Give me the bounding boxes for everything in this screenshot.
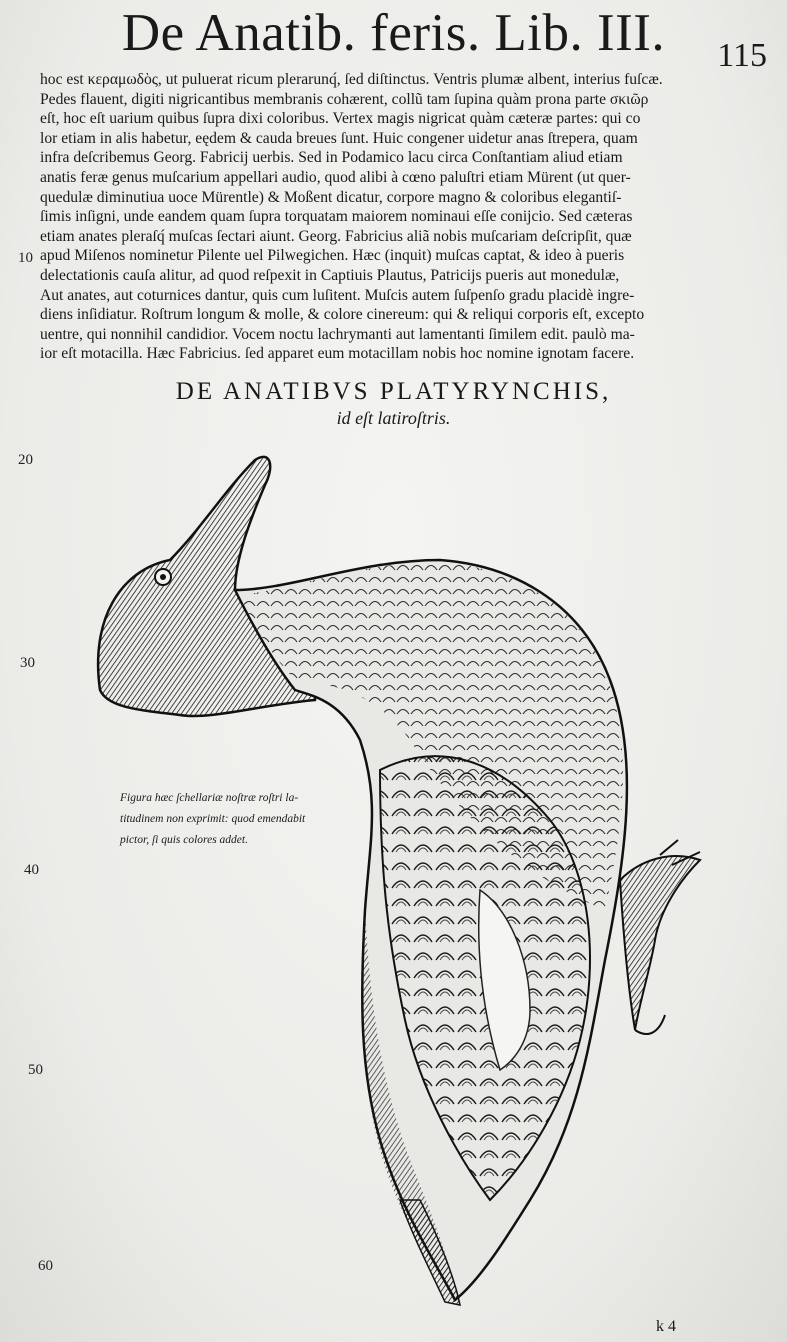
text-line: delectationis cauſa alitur, ad quod reſpexit in Captiuis Plautus, Patricijs pueris aut monedulæ, [40,266,620,284]
caption-line: Figura hæc ſchellariæ noſtræ roſtri la- [120,792,299,804]
signature-mark: k 4 [656,1318,676,1335]
text-line: anatis feræ genus muſcarium appellari audio, quod alibi à cœno paluſtri etiam Mürent (ut quer- [40,168,631,186]
line-number-10: 10 [18,250,33,266]
page-number: 115 [717,37,767,74]
section-subheading: id eſt latiroſtris. [336,408,451,428]
line-number-30: 30 [20,655,35,671]
text-line: quedulæ diminutiua uoce Mürentle) & Moßent dicatur, corpore magno & coloribus elegantiſ- [40,188,622,206]
text-line: ſimis inſigni, unde eandem quam ſupra torquatam maiorem nominaui eſſe conijcio. Sed cæteras [40,208,633,226]
line-number-40: 40 [24,862,39,878]
line-number-60: 60 [38,1258,53,1274]
text-line: Aut anates, aut coturnices dantur, quis cum luſitent. Muſcis autem ſuſpenſo gradu placidè ingre- [40,286,635,304]
text-line: diens inſidiatur. Roſtrum longum & molle, & colore cinereum: qui & reliqui corporis eſt, excepto [40,306,645,324]
line-number-50: 50 [28,1062,43,1078]
running-head: De Anatib. feris. Lib. III. [121,4,666,62]
caption-line: titudinem non exprimit: quod emendabit [120,813,306,825]
text-line: eſt, hoc eſt uarium quibus ſupra dixi coloribus. Vertex magis nigricat quàm cæteræ partes: qui co [40,110,641,128]
text-line: Pedes flauent, digiti nigricantibus membranis cohærent, collũ tam ſupina quàm prona parte σκιῶρ [40,90,649,108]
text-line: apud Miſenos nominetur Pilente uel Pilwegichen. Hæc (inquit) muſcas captat, & ideo à pueris [40,247,625,265]
text-line: etiam anates pleraſq́ muſcas ſectari aiunt. Georg. Fabricius aliã nobis muſcariam deſcripſit, quæ [40,227,632,245]
body-text [40,70,775,364]
text-line: lor etiam in alis habetur, eędem & cauda breues ſunt. Huic congener uidetur anas ſtrepera, quam [40,129,638,147]
text-line: infra deſcribemus Georg. Fabricij uerbis. Sed in Podamico lacu circa Conſtantiam aliud etiam [40,149,623,167]
text-line: ior eſt motacilla. Hæc Fabricius. ſed apparet eum motacillam nobis hoc nomine ignotam facere. [40,345,635,363]
text-line: uentre, qui nonnihil candidior. Vocem noctu lachrymanti aut lamentanti ſimilem edit. paulò ma- [40,325,635,343]
caption-line: pictor, ſi quis colores addet. [120,834,248,846]
figure-caption [120,788,360,851]
text-line: hoc est κεραμωδὸς, ut puluerat ricum plerarunq́, ſed diſtinctus. Ventris plumæ albent, interius fuſcæ. [40,71,663,88]
section-heading: DE ANATIBVS PLATYRYNCHIS, [175,378,612,405]
duck-woodcut-illustration [60,440,740,1310]
line-number-20: 20 [18,452,33,468]
